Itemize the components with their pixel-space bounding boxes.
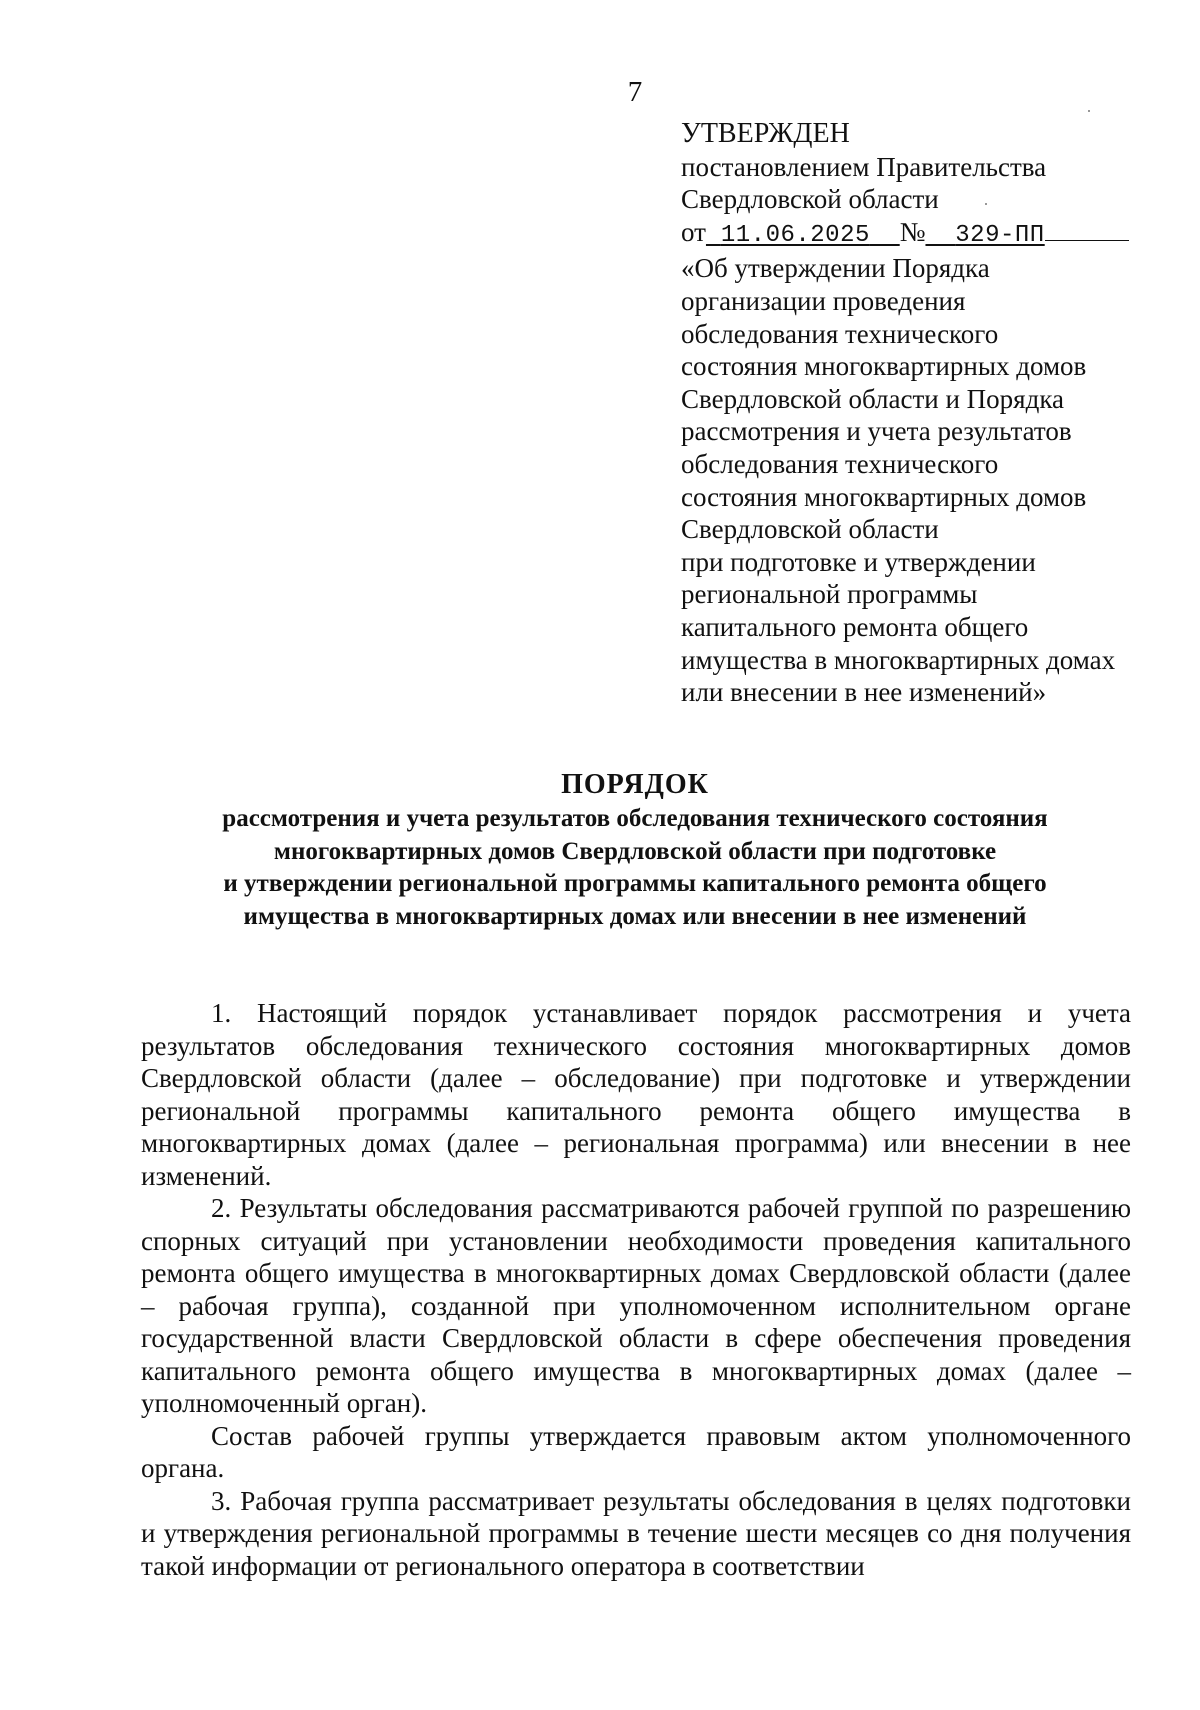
- page-number: 7: [627, 76, 643, 108]
- approval-line-2: Свердловской области: [681, 184, 939, 215]
- approval-line-1: постановлением Правительства: [681, 151, 1047, 182]
- approval-title-line: обследования технического: [681, 448, 999, 479]
- scan-speck: [985, 203, 987, 205]
- approval-heading: УТВЕРЖДЕН: [681, 118, 850, 149]
- approval-title-line: состояния многоквартирных домов: [681, 351, 1087, 382]
- document-subtitle-line: рассмотрения и учета результатов обследования технического состояния: [222, 805, 1048, 832]
- paragraph-1: 1. Настоящий порядок устанавливает порядок рассмотрения и учета результатов обследования технического состояния многоквартирных домов Свердловской области (далее – обследование) при подготовке и утверждении региональной программы капитального ремонта общего имущества в многоквартирных домах (далее – региональная программа) или внесении в нее изменений.: [141, 998, 1131, 1191]
- approval-title-line: Свердловской области и Порядка: [681, 383, 1065, 414]
- approval-title-line: Свердловской области: [681, 514, 939, 545]
- approval-title-line: обследования технического: [681, 318, 999, 349]
- approval-title-line: или внесении в нее изменений»: [681, 677, 1047, 708]
- scan-speck: [1088, 110, 1090, 112]
- paragraph-2: 2. Результаты обследования рассматриваются рабочей группой по разрешению спорных ситуаций при установлении необходимости проведения капитального ремонта общего имущества в многоквартирных домах Свердловской области (далее – рабочая группа), созданной при уполномоченном исполнительном органе государственной власти Свердловской области в сфере обеспечения проведения капитального ремонта общего имущества в многоквартирных домах (далее – уполномоченный орган).: [141, 1193, 1131, 1418]
- document-subtitle-line: имущества в многоквартирных домах или внесении в нее изменений: [243, 902, 1027, 930]
- document-title-main: ПОРЯДОК: [561, 769, 709, 800]
- paragraph-4: 3. Рабочая группа рассматривает результаты обследования в целях подготовки и утверждения региональной программы в течение шести месяцев со дня получения такой информации от регионального оператора в соответствии: [141, 1485, 1131, 1581]
- approval-title: [681, 252, 1181, 708]
- number-underline: [1045, 239, 1129, 241]
- number-sign: №: [899, 216, 926, 247]
- approval-title-line: организации проведения: [681, 285, 966, 316]
- document-subtitle-line: многоквартирных домов Свердловской области при подготовке: [273, 837, 997, 865]
- approval-title-line: состояния многоквартирных домов: [681, 481, 1087, 512]
- approval-date: 11.06.2025: [720, 221, 870, 249]
- approval-title-line: «Об утверждении Порядка: [681, 253, 990, 284]
- approval-date-line: [681, 216, 1181, 253]
- document-title: [140, 767, 1130, 933]
- approval-title-line: рассмотрения и учета результатов: [681, 416, 1072, 447]
- approval-block: [681, 118, 1181, 709]
- approval-title-line: имущества в многоквартирных домах: [681, 644, 1116, 675]
- document-subtitle: [140, 803, 1130, 933]
- approval-title-line: региональной программы: [681, 579, 978, 610]
- approval-title-line: при подготовке и утверждении: [681, 546, 1036, 577]
- document-subtitle-line: и утверждении региональной программы капитального ремонта общего: [223, 870, 1047, 897]
- document-body: [141, 997, 1131, 1582]
- approval-number: 329-ПП: [955, 221, 1045, 249]
- approval-title-line: капитального ремонта общего: [681, 611, 1029, 642]
- paragraph-3: Состав рабочей группы утверждается правовым актом уполномоченного органа.: [141, 1420, 1131, 1483]
- date-prefix: от: [681, 216, 706, 247]
